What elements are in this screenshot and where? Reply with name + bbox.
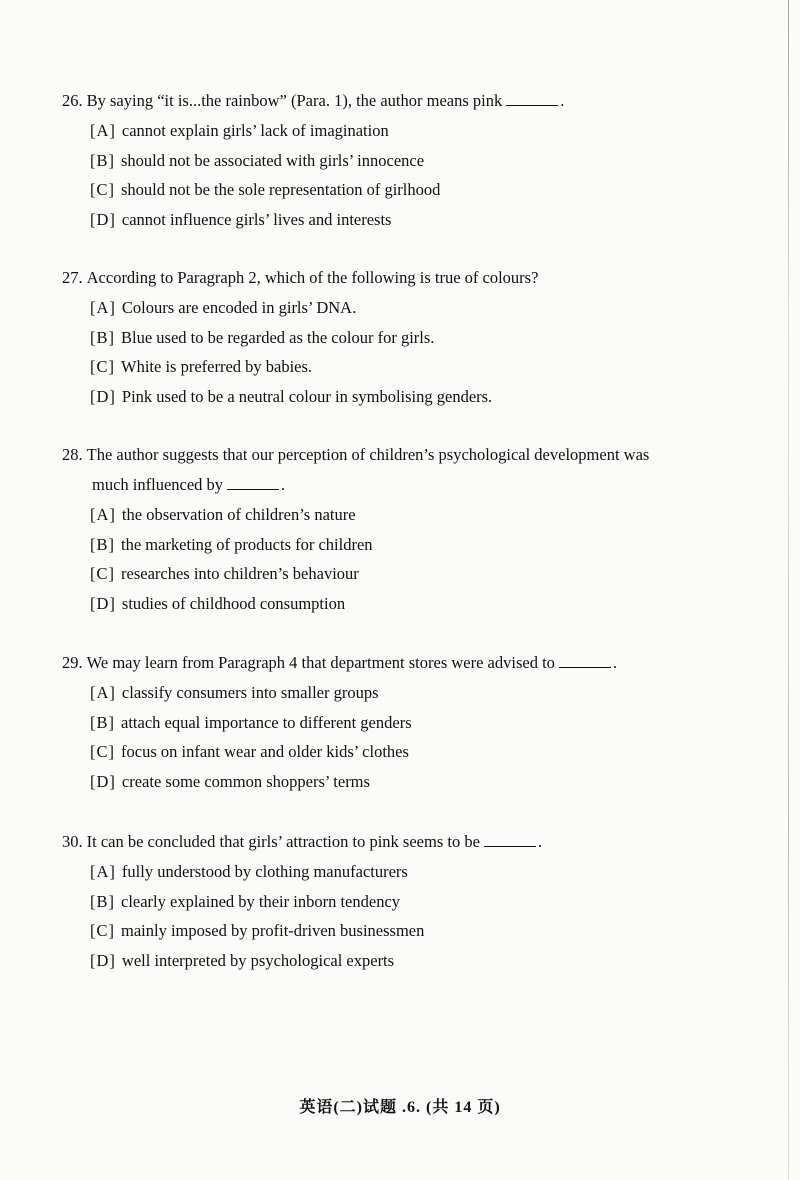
option-c[interactable] (62, 737, 722, 767)
option-text: researches into children’s behaviour (121, 564, 359, 584)
option-letter: [D] (90, 593, 116, 613)
question-29 (62, 648, 722, 796)
option-letter: [C] (90, 564, 115, 584)
option-c[interactable] (62, 175, 722, 205)
option-letter: [A] (90, 505, 116, 524)
option-a[interactable] (62, 500, 722, 530)
stem-text: According to Paragraph 2, which of the following is true of colours? (86, 268, 539, 287)
question-stem (62, 263, 722, 293)
option-text: should not be the sole representation of girlhood (121, 180, 441, 200)
option-text: create some common shoppers’ terms (121, 771, 370, 791)
option-c[interactable] (62, 352, 722, 382)
question-stem (62, 86, 722, 116)
question-stem (62, 827, 722, 857)
answer-blank (559, 653, 611, 668)
option-text: studies of childhood consumption (121, 593, 346, 613)
option-text: classify consumers into smaller groups (121, 683, 379, 702)
option-b[interactable] (62, 708, 722, 738)
stem-text: It can be concluded that girls’ attraction to pink seems to be (86, 832, 480, 851)
question-number: 27. (62, 268, 83, 287)
option-letter: [D] (90, 386, 116, 406)
stem-text: We may learn from Paragraph 4 that department stores were advised to (86, 653, 555, 672)
option-text: focus on infant wear and older kids’ clothes (121, 742, 409, 762)
option-b[interactable] (62, 146, 722, 176)
question-28 (62, 440, 722, 618)
option-text: Colours are encoded in girls’ DNA. (121, 298, 357, 317)
option-letter: [B] (90, 150, 115, 170)
page-footer: 英语(二)试题 .6. (共 14 页) (299, 1099, 501, 1116)
option-c[interactable] (62, 559, 722, 589)
option-b[interactable] (62, 530, 722, 560)
option-letter: [A] (90, 683, 116, 702)
option-list (62, 116, 722, 234)
option-text: White is preferred by babies. (121, 357, 313, 377)
option-text: should not be associated with girls’ innocence (121, 150, 425, 170)
answer-blank (506, 91, 558, 106)
answer-blank (227, 475, 279, 490)
option-list (62, 500, 722, 618)
stem-end: . (612, 653, 618, 672)
option-letter: [C] (90, 921, 115, 941)
option-a[interactable] (62, 293, 722, 323)
option-text: cannot influence girls’ lives and interests (121, 209, 392, 229)
option-letter: [B] (90, 327, 115, 347)
stem-text: much influenced by (92, 475, 224, 494)
option-letter: [D] (90, 771, 116, 791)
stem-text: The author suggests that our perception of children’s psychological development was (86, 445, 650, 464)
option-a[interactable] (62, 116, 722, 146)
option-letter: [C] (90, 357, 115, 377)
question-stem (62, 648, 722, 678)
stem-end: . (537, 832, 543, 851)
option-letter: [B] (90, 712, 115, 732)
option-d[interactable] (62, 589, 722, 619)
option-text: attach equal importance to different genders (121, 712, 412, 732)
question-26 (62, 86, 722, 234)
option-letter: [D] (90, 209, 116, 229)
stem-end: . (560, 91, 565, 110)
option-d[interactable] (62, 767, 722, 797)
option-text: the observation of children’s nature (121, 505, 356, 524)
option-text: the marketing of products for children (121, 534, 373, 554)
stem-end: . (281, 475, 286, 494)
option-text: well interpreted by psychological experts (121, 950, 395, 970)
option-text: Pink used to be a neutral colour in symbolising genders. (121, 386, 493, 406)
option-d[interactable] (62, 946, 722, 976)
question-27 (62, 263, 722, 411)
option-text: clearly explained by their inborn tendency (121, 891, 401, 911)
question-stem (62, 440, 722, 500)
question-number: 28. (62, 445, 83, 464)
option-a[interactable] (62, 857, 722, 887)
option-letter: [C] (90, 742, 115, 762)
option-text: cannot explain girls’ lack of imagination (121, 121, 389, 140)
question-30 (62, 827, 722, 975)
page-edge-line (788, 0, 789, 1180)
option-list (62, 678, 722, 796)
option-letter: [A] (90, 862, 116, 881)
option-d[interactable] (62, 382, 722, 412)
option-c[interactable] (62, 916, 722, 946)
option-b[interactable] (62, 887, 722, 917)
option-letter: [A] (90, 121, 116, 140)
option-a[interactable] (62, 678, 722, 708)
option-letter: [C] (90, 180, 115, 200)
option-list (62, 857, 722, 975)
question-number: 29. (62, 653, 83, 672)
question-number: 26. (62, 91, 83, 110)
option-b[interactable] (62, 323, 722, 353)
option-letter: [B] (90, 891, 115, 911)
option-text: fully understood by clothing manufacturers (121, 862, 408, 881)
option-letter: [A] (90, 298, 116, 317)
option-letter: [D] (90, 950, 116, 970)
option-text: mainly imposed by profit-driven businessmen (121, 921, 425, 941)
option-d[interactable] (62, 205, 722, 235)
option-letter: [B] (90, 534, 115, 554)
option-list (62, 293, 722, 411)
option-text: Blue used to be regarded as the colour for girls. (121, 327, 435, 347)
question-number: 30. (62, 832, 83, 851)
stem-text: By saying “it is...the rainbow” (Para. 1), the author means pink (86, 91, 503, 110)
answer-blank (484, 832, 536, 847)
